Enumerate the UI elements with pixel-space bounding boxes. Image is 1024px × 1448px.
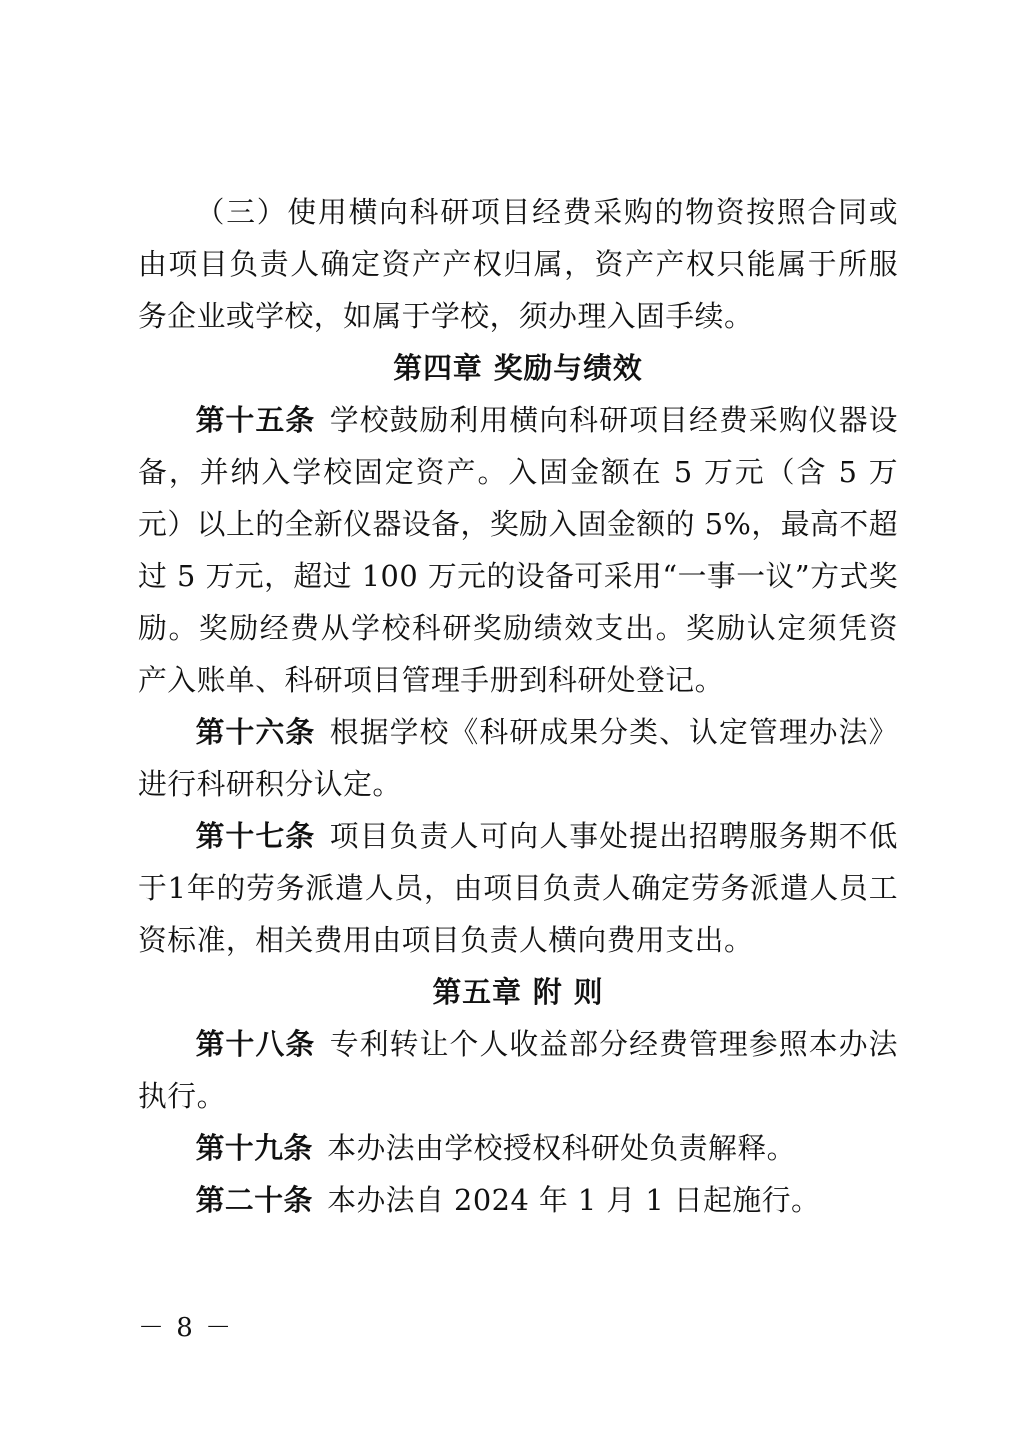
article-16	[138, 706, 898, 810]
article-18-text: 专利转让个人收益部分经费管理参照本办法执行。	[138, 1027, 898, 1113]
page-number: － 8 －	[138, 1313, 234, 1343]
article-19	[138, 1122, 898, 1174]
article-16-text: 根据学校《科研成果分类、认定管理办法》进行科研积分认定。	[138, 715, 898, 801]
article-20	[138, 1174, 898, 1226]
paragraph-intro	[138, 186, 898, 342]
article-17-text: 项目负责人可向人事处提出招聘服务期不低于1年的劳务派遣人员，由项目负责人确定劳务派遣人员工资标准，相关费用由项目负责人横向费用支出。	[138, 819, 898, 957]
article-20-text: 本办法自 2024 年 1 月 1 日起施行。	[327, 1183, 821, 1217]
article-18	[138, 1018, 898, 1122]
article-15-text: 学校鼓励利用横向科研项目经费采购仪器设备，并纳入学校固定资产。入固金额在 5 万元（含 5 万元）以上的全新仪器设备，奖励入固金额的 5%，最高不超过 5 万元，超过 100 万元的设备可采用“一事一议”方式奖励。奖励经费从学校科研奖励绩效支出。奖励认定须凭资产入账单、科研项目管理手册到科研处登记。	[138, 403, 898, 697]
article-19-text: 本办法由学校授权科研处负责解释。	[327, 1131, 796, 1165]
paragraph-intro-text: （三）使用横向科研项目经费采购的物资按照合同或由项目负责人确定资产产权归属，资产产权只能属于所服务企业或学校，如属于学校，须办理入固手续。	[138, 195, 898, 333]
document-body	[138, 186, 898, 1226]
article-15-label: 第十五条	[195, 403, 316, 437]
article-15	[138, 394, 898, 706]
article-18-label: 第十八条	[195, 1027, 316, 1061]
article-16-label: 第十六条	[195, 715, 316, 749]
article-19-label: 第十九条	[195, 1131, 313, 1165]
chapter-4-title: 第四章 奖励与绩效	[393, 351, 643, 385]
article-20-label: 第二十条	[195, 1183, 313, 1217]
chapter-5-title: 第五章 附 则	[432, 975, 604, 1009]
article-17-label: 第十七条	[195, 819, 316, 853]
article-17	[138, 810, 898, 966]
